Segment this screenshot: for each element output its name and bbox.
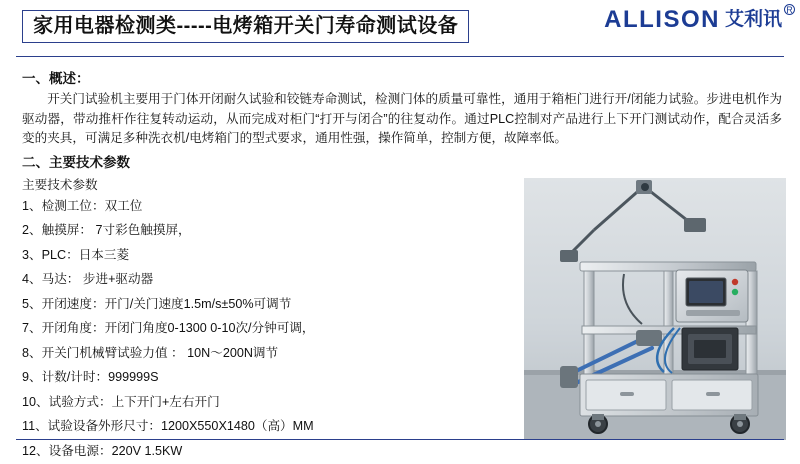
overview-heading: 一、概述：	[22, 71, 90, 86]
door-life-test-machine-photo	[524, 178, 786, 440]
list-item: 8、开关门机械臂试验力值 ： 10N～200N调节	[22, 345, 279, 360]
page-title-box	[22, 10, 469, 43]
params-heading: 二、主要技术参数	[22, 154, 130, 170]
list-item: 7、开闭角度：开闭门角度0-1300 0-10次/分钟可调，	[22, 321, 315, 336]
brand-latin-text: ALLISON	[604, 6, 720, 33]
brand-logo	[604, 5, 793, 33]
spec-list	[22, 194, 542, 464]
page-title: 家用电器检测类-----电烤箱开关门寿命测试设备	[33, 15, 459, 37]
list-item: 5、开闭速度：开门/关门速度1.5m/s±50%可调节	[22, 296, 292, 311]
list-item: 11、试验设备外形尺寸：1200X550X1480（高）MM	[22, 419, 314, 434]
list-item: 12、设备电源：220V 1.5KW	[22, 444, 183, 459]
slide-header	[0, 0, 800, 56]
list-item: 1、检测工位：双工位	[22, 198, 143, 213]
registered-trademark-icon: R	[784, 4, 795, 15]
list-item: 9、计数/计时：999999S	[22, 370, 159, 385]
brand-chinese-text: 艾利讯	[724, 9, 782, 30]
list-item: 3、PLC：日本三菱	[22, 247, 130, 262]
list-item: 2、触摸屏： 7寸彩色触摸屏，	[22, 223, 191, 238]
list-item: 4、马达： 步进+驱动器	[22, 272, 154, 287]
list-item: 10、试验方式：上下开门+左右开门	[22, 394, 220, 409]
footer-divider	[16, 439, 784, 440]
params-subnote: 主要技术参数	[22, 177, 98, 192]
overview-paragraph: 开关门试验机主要用于门体开闭耐久试验和铰链寿命测试，检测门体的质量可靠性，通用于箱柜门进行开/闭能力试验。步进电机作为驱动器，带动推杆作往复转动运动，从而完成对柜门“打开与闭合”的往复动作。通过PLC控制对产品进行上下开门测试动作，配合灵活多变的夹具，可满足多种洗衣机/电烤箱门的型式要求，通用性强，操作简单，控制方便，故障率低。	[22, 92, 782, 146]
